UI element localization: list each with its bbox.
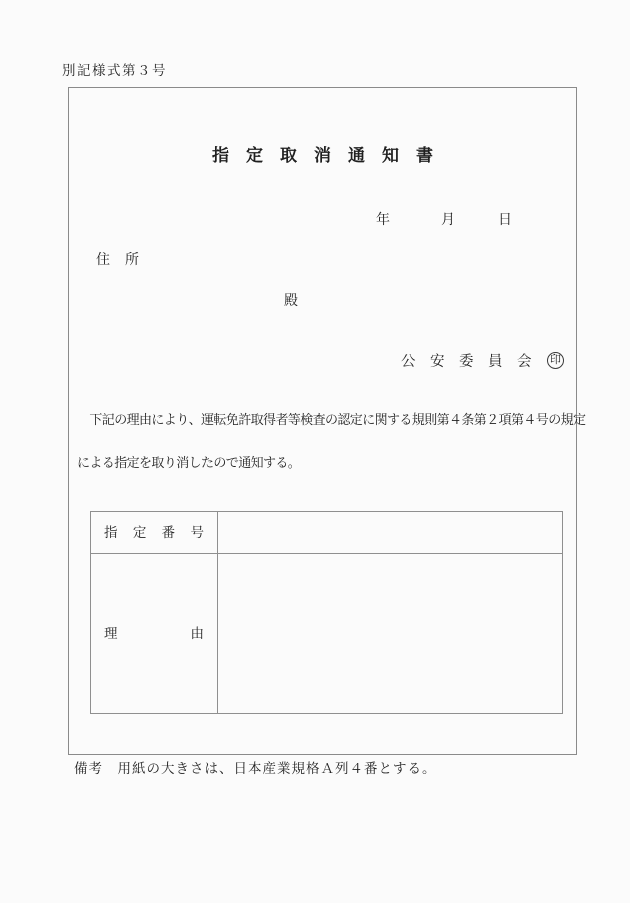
- recipient-honorific: 殿: [284, 294, 298, 309]
- designation-number-label-cell: [91, 512, 218, 553]
- body-text-line-2: による指定を取り消したので通知する。: [77, 455, 301, 470]
- date-year-label: 年: [376, 213, 390, 228]
- reason-label-cell: [91, 554, 218, 713]
- designation-number-label: 指定番号: [104, 524, 204, 540]
- body-text-line-1: 下記の理由により、運転免許取得者等検査の認定に関する規則第４条第２項第４号の規定: [77, 412, 586, 427]
- reason-value-cell: [218, 554, 562, 713]
- form-number-label: 別記様式第３号: [62, 63, 167, 78]
- document-title: 指定取消通知書: [212, 146, 450, 165]
- issuer-name: 公安委員会: [401, 354, 546, 370]
- address-label: 住所: [96, 253, 154, 268]
- designation-number-value-cell: [218, 512, 562, 553]
- document-frame: [68, 87, 586, 755]
- date-month-label: 月: [441, 213, 455, 228]
- issuer-line: [401, 350, 564, 371]
- reason-label: 理由: [104, 625, 204, 641]
- date-day-label: 日: [498, 213, 512, 228]
- seal-icon: 印: [547, 352, 564, 369]
- table-row-reason: [91, 554, 562, 713]
- remarks-note: 備考 用紙の大きさは、日本産業規格Ａ列４番とする。: [74, 761, 437, 776]
- info-table: [90, 511, 563, 714]
- table-row-designation-number: [91, 512, 562, 554]
